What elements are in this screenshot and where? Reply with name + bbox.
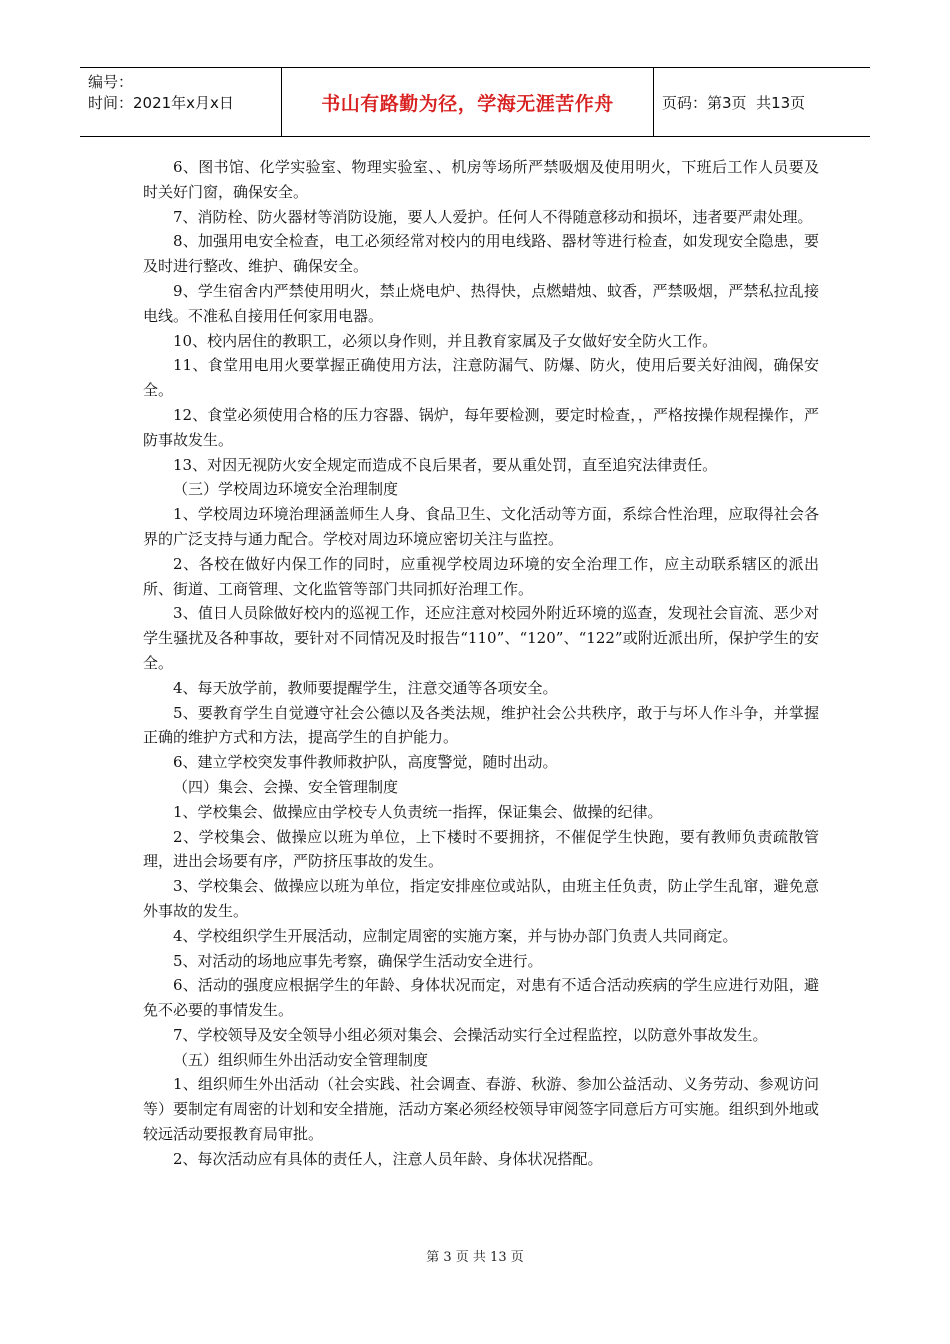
paragraph: 2、各校在做好内保工作的同时，应重视学校周边环境的安全治理工作，应主动联系辖区的派出所、街道、工商管理、文化监管等部门共同抓好治理工作。	[143, 554, 819, 598]
paragraph: 2、每次活动应有具体的责任人，注意人员年龄、身体状况搭配。	[173, 1149, 603, 1168]
section-heading: （四）集会、会操、安全管理制度	[173, 777, 399, 796]
paragraph: 7、消防栓、防火器材等消防设施，要人人爱护。任何人不得随意移动和损坏，违者要严肃处理。	[173, 207, 813, 226]
paragraph: 2、学校集会、做操应以班为单位，上下楼时不要拥挤，不催促学生快跑，要有教师负责疏散管理，进出会场要有序，严防挤压事故的发生。	[143, 827, 819, 871]
paragraph: 1、学校周边环境治理涵盖师生人身、食品卫生、文化活动等方面，系综合性治理，应取得社会各界的广泛支持与通力配合。学校对周边环境应密切关注与监控。	[143, 505, 819, 548]
paragraph: 7、学校领导及安全领导小组必须对集会、会操活动实行全过程监控，以防意外事故发生。	[173, 1025, 768, 1044]
section-heading: （三）学校周边环境安全治理制度	[173, 480, 399, 499]
paragraph: 6、建立学校突发事件教师救护队，高度警觉，随时出动。	[173, 753, 558, 772]
paragraph: 11、食堂用电用火要掌握正确使用方法，注意防漏气、防爆、防火，使用后要关好油阀，确保安全。	[143, 356, 819, 400]
paragraph: 1、学校集会、做操应由学校专人负责统一指挥，保证集会、做操的纪律。	[173, 802, 663, 821]
header-motto: 书山有路勤为径，学海无涯苦作舟	[282, 68, 654, 136]
paragraph: 4、学校组织学生开展活动，应制定周密的实施方案，并与协办部门负责人共同商定。	[173, 926, 738, 945]
paragraph: 12、食堂必须使用合格的压力容器、锅炉，每年要检测，要定时检查，，严格按操作规程操作，严防事故发生。	[143, 405, 819, 449]
paragraph: 5、要教育学生自觉遵守社会公德以及各类法规，维护社会公共秩序，敢于与坏人作斗争，并掌握正确的维护方式和方法，提高学生的自护能力。	[143, 703, 819, 747]
document-body	[143, 155, 819, 1172]
page-header	[80, 67, 870, 137]
document-date-label: 时间：2021年x月x日	[88, 94, 234, 112]
paragraph: 8、加强用电安全检查，电工必须经常对校内的用电线路、器材等进行检查，如发现安全隐患，要及时进行整改、维护、确保安全。	[143, 232, 819, 276]
paragraph: 3、值日人员除做好校内的巡视工作，还应注意对校园外附近环境的巡查，发现社会盲流、恶少对学生骚扰及各种事故，要针对不同情况及时报告“110”、“120”、“122”或附近派出所，保护学生的安全。	[143, 604, 819, 672]
header-info	[80, 68, 282, 136]
paragraph: 4、每天放学前，教师要提醒学生，注意交通等各项安全。	[173, 678, 558, 697]
paragraph: 9、学生宿舍内严禁使用明火，禁止烧电炉、热得快，点燃蜡烛、蚊香，严禁吸烟，严禁私拉乱接电线。不准私自接用任何家用电器。	[143, 281, 819, 325]
paragraph: 3、学校集会、做操应以班为单位，指定安排座位或站队，由班主任负责，防止学生乱窜，避免意外事故的发生。	[143, 877, 819, 920]
paragraph: 6、图书馆、化学实验室、物理实验室、、机房等场所严禁吸烟及使用明火，下班后工作人员要及时关好门窗，确保安全。	[143, 158, 819, 201]
page-footer: 第 3 页 共 13 页	[426, 1250, 524, 1265]
paragraph: 1、组织师生外出活动（社会实践、社会调查、春游、秋游、参加公益活动、义务劳动、参观访问等）要制定有周密的计划和安全措施，活动方案必须经校领导审阅签字同意后方可实施。组织到外地或较远活动要报教育局审批。	[143, 1075, 819, 1144]
paragraph: 5、对活动的场地应事先考察，确保学生活动安全进行。	[173, 951, 543, 970]
section-heading: （五）组织师生外出活动安全管理制度	[173, 1050, 429, 1069]
paragraph: 10、校内居住的教职工，必须以身作则，并且教育家属及子女做好安全防火工作。	[173, 331, 718, 350]
paragraph: 13、对因无视防火安全规定而造成不良后果者，要从重处罚，直至追究法律责任。	[173, 455, 718, 474]
paragraph: 6、活动的强度应根据学生的年龄、身体状况而定，对患有不适合活动疾病的学生应进行劝阻，避免不必要的事情发生。	[143, 976, 819, 1020]
document-number-label: 编号：	[88, 73, 134, 91]
header-page-number: 页码：第3页 共13页	[662, 93, 806, 112]
